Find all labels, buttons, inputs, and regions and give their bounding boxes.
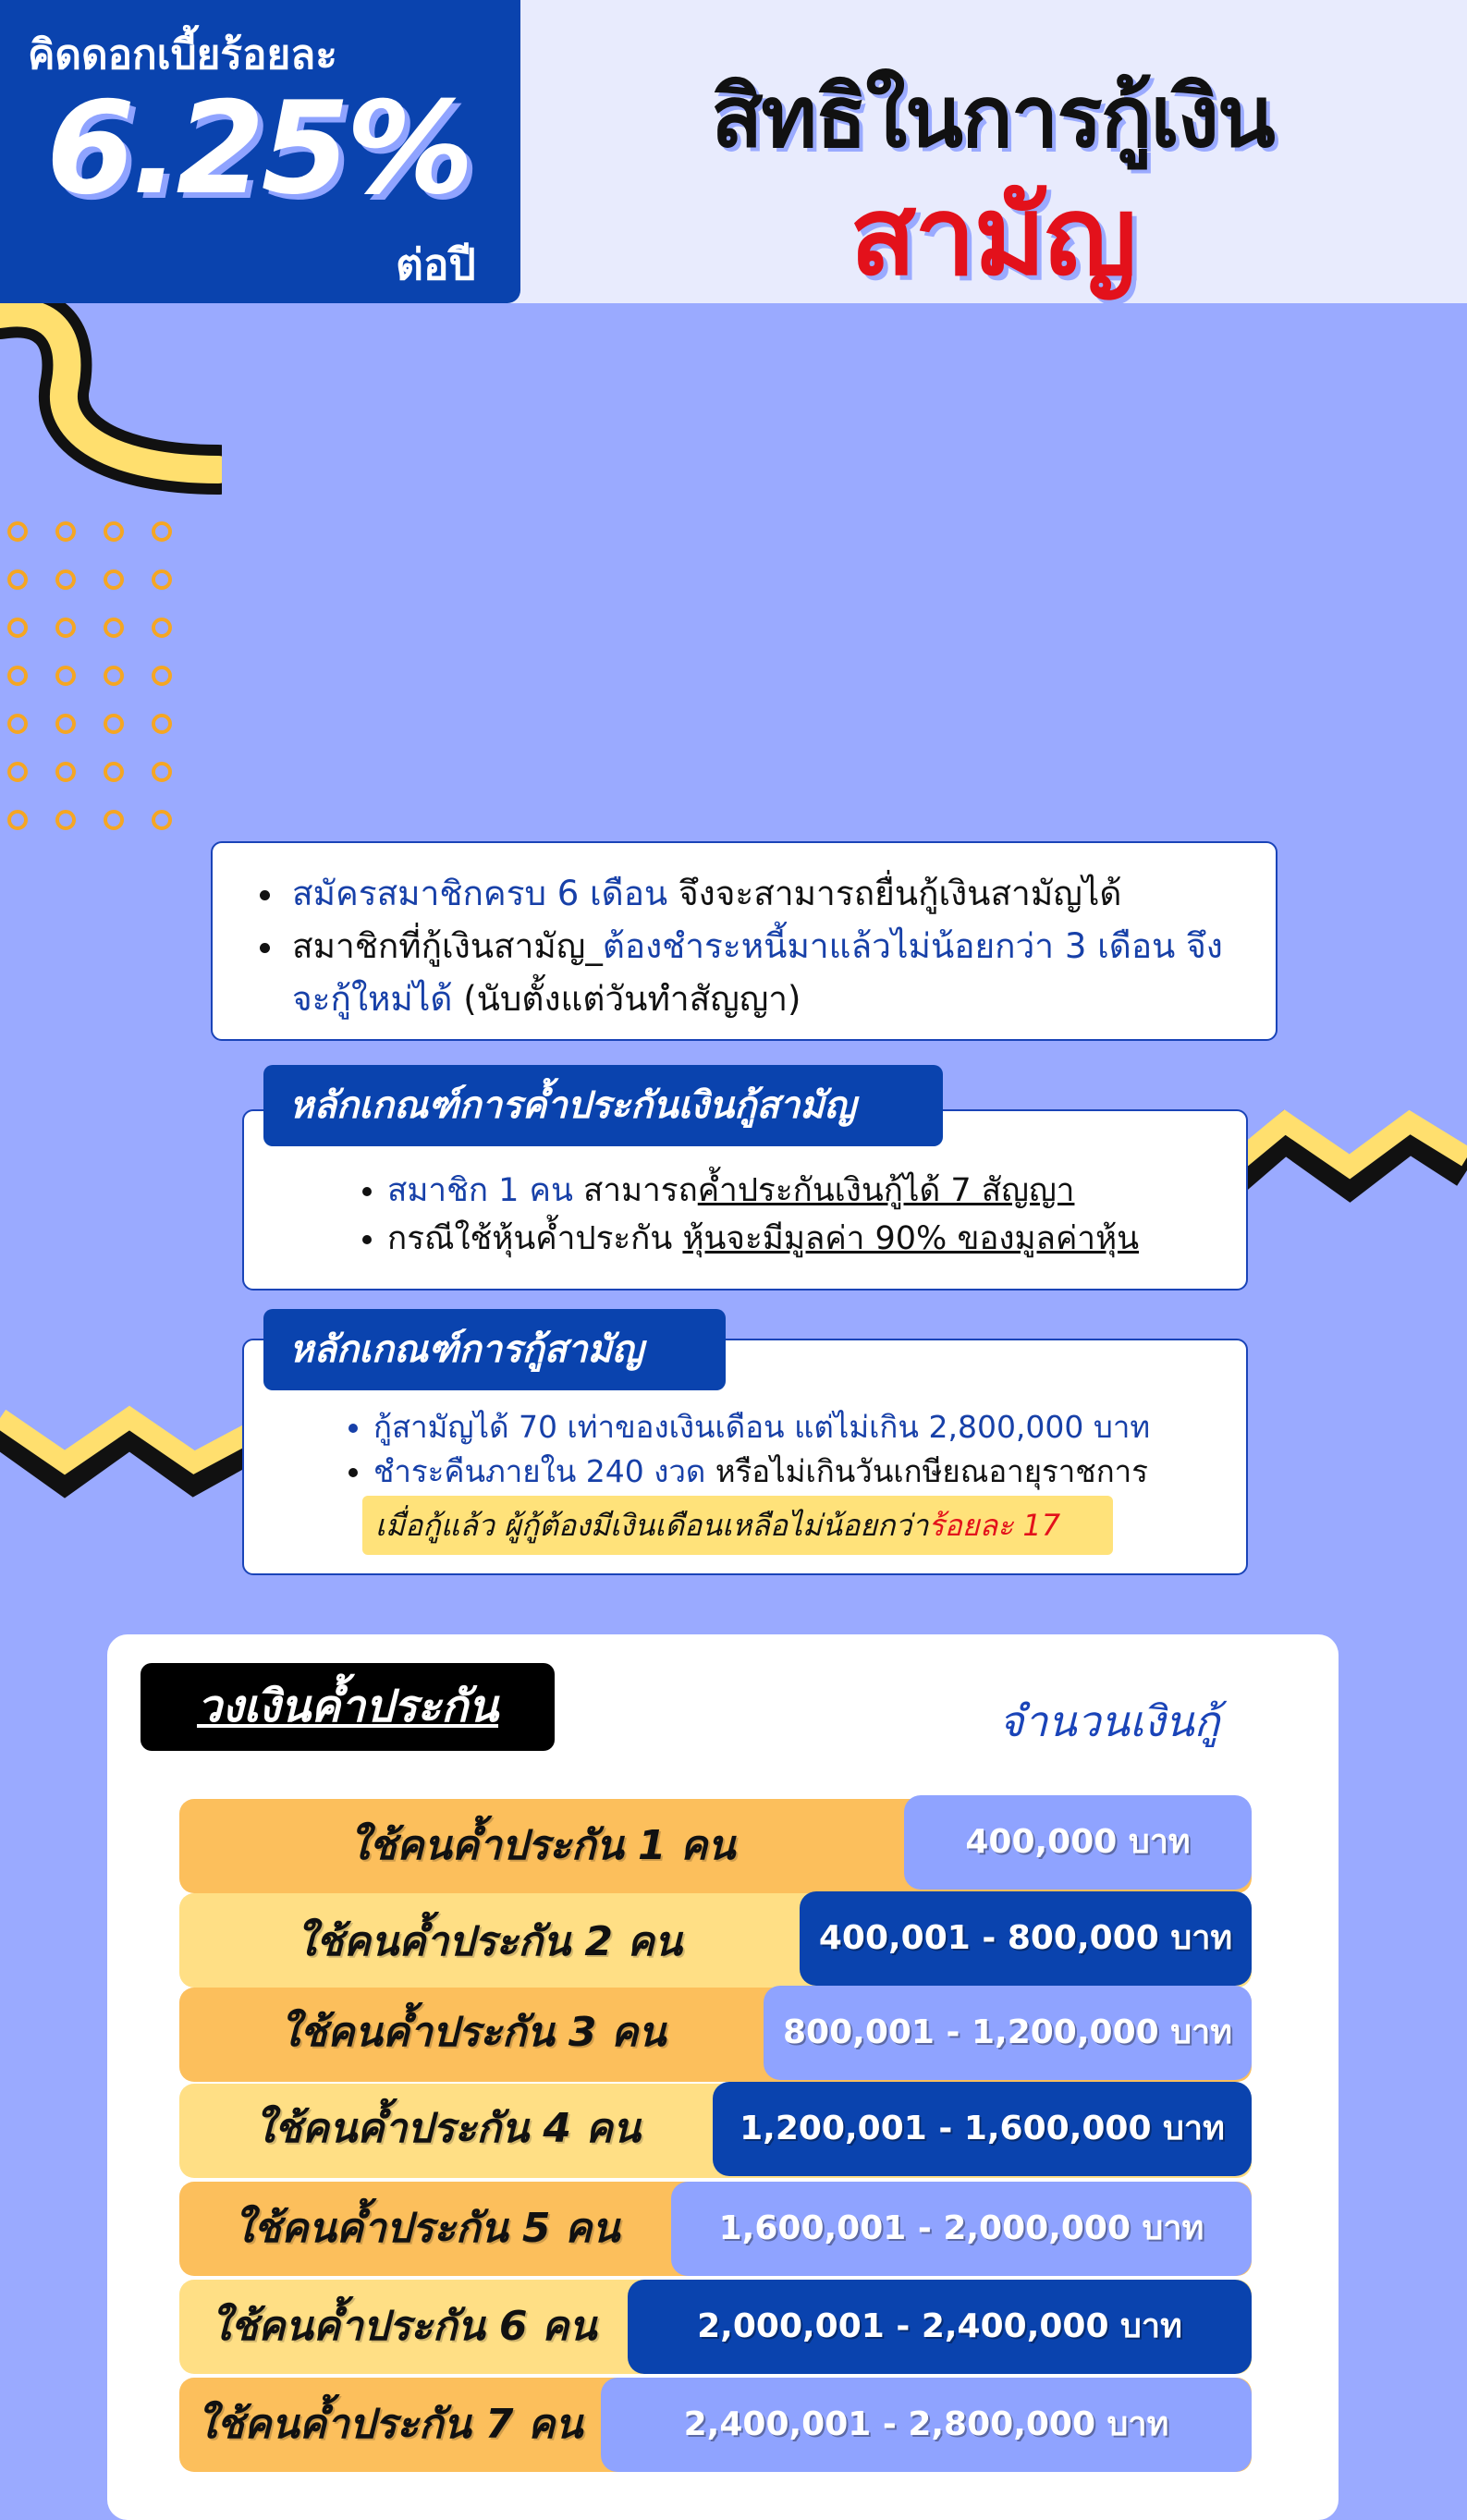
- eligibility-highlight: สมัครสมาชิกครบ 6 เดือน: [292, 874, 668, 913]
- page-title: สิทธิในการกู้เงิน: [711, 67, 1274, 166]
- guarantee-rule-highlight: สมาชิก 1 คน: [387, 1172, 573, 1209]
- loan-amount: 400,000 บาท: [904, 1795, 1252, 1890]
- eligibility-text: สมาชิกที่กู้เงินสามัญ_: [292, 926, 603, 966]
- loan-rule-highlight: ชำระคืนภายใน 240 งวด: [373, 1453, 706, 1489]
- loan-amount: 1,600,001 - 2,000,000 บาท: [671, 2182, 1252, 2276]
- guarantee-rule-underline: ค้ำประกันเงินกู้ได้ 7 สัญญา: [697, 1172, 1075, 1209]
- guarantor-label: ใช้คนค้ำประกัน 4 คน: [254, 2105, 641, 2152]
- loan-amount: 1,200,001 - 1,600,000 บาท: [713, 2082, 1252, 2176]
- interest-rate-value: 6.25%: [46, 74, 471, 223]
- loan-rule-item: [373, 1450, 1246, 1494]
- guarantor-label: ใช้คนค้ำประกัน 3 คน: [279, 2009, 666, 2056]
- guarantor-label: ใช้คนค้ำประกัน 6 คน: [210, 2303, 597, 2350]
- eligibility-suffix: (นับตั้งแต่วันทำสัญญา): [452, 979, 801, 1019]
- eligibility-item: [287, 867, 1248, 920]
- note-text: เมื่อกู้แล้ว ผู้กู้ต้องมีเงินเดือนเหลือไม่น้อยกว่า: [375, 1508, 929, 1543]
- guarantee-rule-item: [387, 1167, 1246, 1215]
- guarantor-label: ใช้คนค้ำประกัน 1 คน: [348, 1822, 736, 1869]
- guarantor-label: ใช้คนค้ำประกัน 7 คน: [196, 2401, 583, 2448]
- loan-rules-heading: หลักเกณฑ์การกู้สามัญ: [263, 1309, 726, 1390]
- guarantee-rules-heading: หลักเกณฑ์การค้ำประกันเงินกู้สามัญ: [263, 1065, 943, 1146]
- guarantee-rule-item: [387, 1215, 1246, 1263]
- note-emphasis: ร้อยละ 17: [928, 1508, 1061, 1543]
- guarantor-label: ใช้คนค้ำประกัน 5 คน: [233, 2205, 620, 2252]
- salary-remaining-note: [362, 1496, 1113, 1555]
- interest-rate-caption: คิดดอกเบี้ยร้อยละ: [28, 31, 337, 79]
- guarantor-label: ใช้คนค้ำประกัน 2 คน: [296, 1918, 682, 1965]
- loan-rule-item: • กู้สามัญได้ 70 เท่าของเงินเดือน แต่ไม่เกิน 2,800,000 บาท: [373, 1405, 1246, 1450]
- guarantee-rule-underline: หุ้นจะมีมูลค่า 90% ของมูลค่าหุ้น: [682, 1220, 1140, 1257]
- guarantee-rule-text: สามารถ: [572, 1172, 698, 1209]
- page-subtitle: สามัญ: [850, 172, 1135, 300]
- guarantee-rule-text: กรณีใช้หุ้นค้ำประกัน: [387, 1220, 683, 1257]
- eligibility-list: [213, 843, 1276, 1025]
- loan-amount: 2,000,001 - 2,400,000 บาท: [628, 2280, 1252, 2374]
- wave-decoration: [0, 303, 222, 516]
- loan-amount: 400,001 - 800,000 บาท: [800, 1891, 1252, 1986]
- loan-amount: 800,001 - 1,200,000 บาท: [764, 1986, 1252, 2080]
- loan-rule-text: หรือไม่เกินวันเกษียณอายุราชการ: [705, 1453, 1148, 1489]
- amount-column-heading: จำนวนเงินกู้: [998, 1696, 1220, 1746]
- eligibility-item: [287, 920, 1248, 1025]
- zigzag-decoration-right: [1220, 1106, 1467, 1235]
- dot-grid-decoration: [0, 514, 1233, 2448]
- loan-amount: 2,400,001 - 2,800,000 บาท: [601, 2378, 1252, 2472]
- interest-rate-period: ต่อปี: [396, 239, 476, 289]
- eligibility-highlight: ต้องชำระหนี้มาแล้วไม่น้อยกว่า 3 เดือน จึงจะกู้ใหม่ได้: [292, 926, 1223, 1019]
- guarantee-table-heading: วงเงินค้ำประกัน: [141, 1663, 555, 1751]
- eligibility-card: [211, 841, 1278, 1041]
- eligibility-text: จึงจะสามารถยื่นกู้เงินสามัญได้: [667, 874, 1122, 913]
